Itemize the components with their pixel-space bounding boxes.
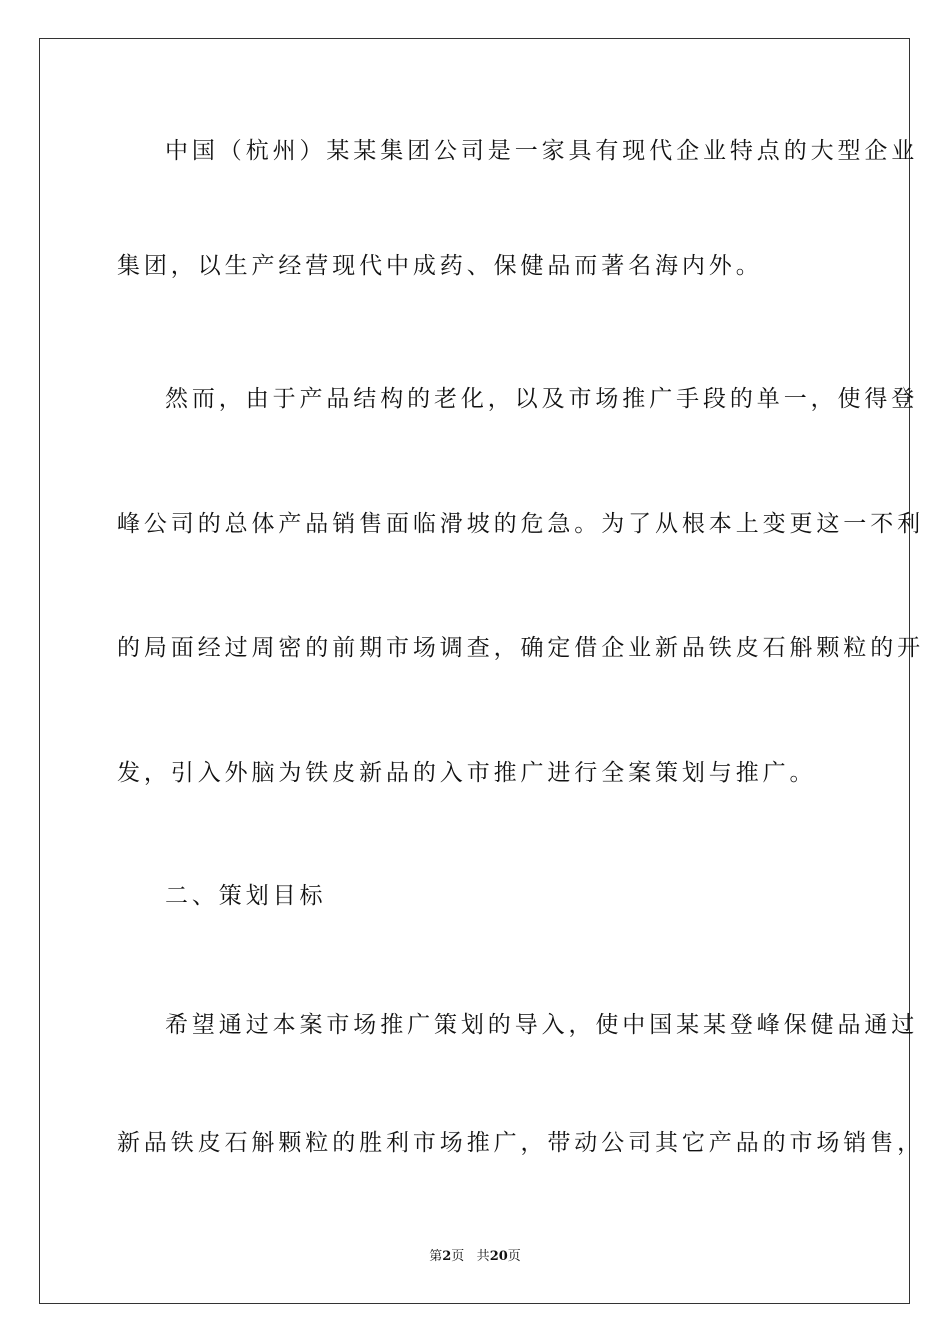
footer-total-pages: 20 <box>489 1249 508 1264</box>
footer-page-suffix: 页 <box>451 1249 465 1264</box>
paragraph-line: 峰公司的总体产品销售面临滑坡的危急。为了从根本上变更这一不利 <box>117 511 924 537</box>
paragraph-line: 新品铁皮石斛颗粒的胜利市场推广，带动公司其它产品的市场销售， <box>117 1130 924 1156</box>
page-footer <box>0 1249 950 1265</box>
footer-total-prefix: 共 <box>476 1249 490 1264</box>
paragraph-line: 集团，以生产经营现代中成药、保健品而著名海内外。 <box>117 253 763 279</box>
section-heading: 二、策划目标 <box>165 883 327 909</box>
footer-page-prefix: 第 <box>429 1249 443 1264</box>
paragraph-line: 中国（杭州）某某集团公司是一家具有现代企业特点的大型企业 <box>165 138 919 164</box>
paragraph-line: 然而，由于产品结构的老化，以及市场推广手段的单一，使得登 <box>165 386 919 412</box>
paragraph-line: 的局面经过周密的前期市场调查，确定借企业新品铁皮石斛颗粒的开 <box>117 635 924 661</box>
paragraph-line: 希望通过本案市场推广策划的导入，使中国某某登峰保健品通过 <box>165 1012 919 1038</box>
footer-page-number: 2 <box>442 1249 452 1264</box>
paragraph-line: 发，引入外脑为铁皮新品的入市推广进行全案策划与推广。 <box>117 760 817 786</box>
page-border <box>39 38 924 1304</box>
footer-total-suffix: 页 <box>507 1249 521 1264</box>
